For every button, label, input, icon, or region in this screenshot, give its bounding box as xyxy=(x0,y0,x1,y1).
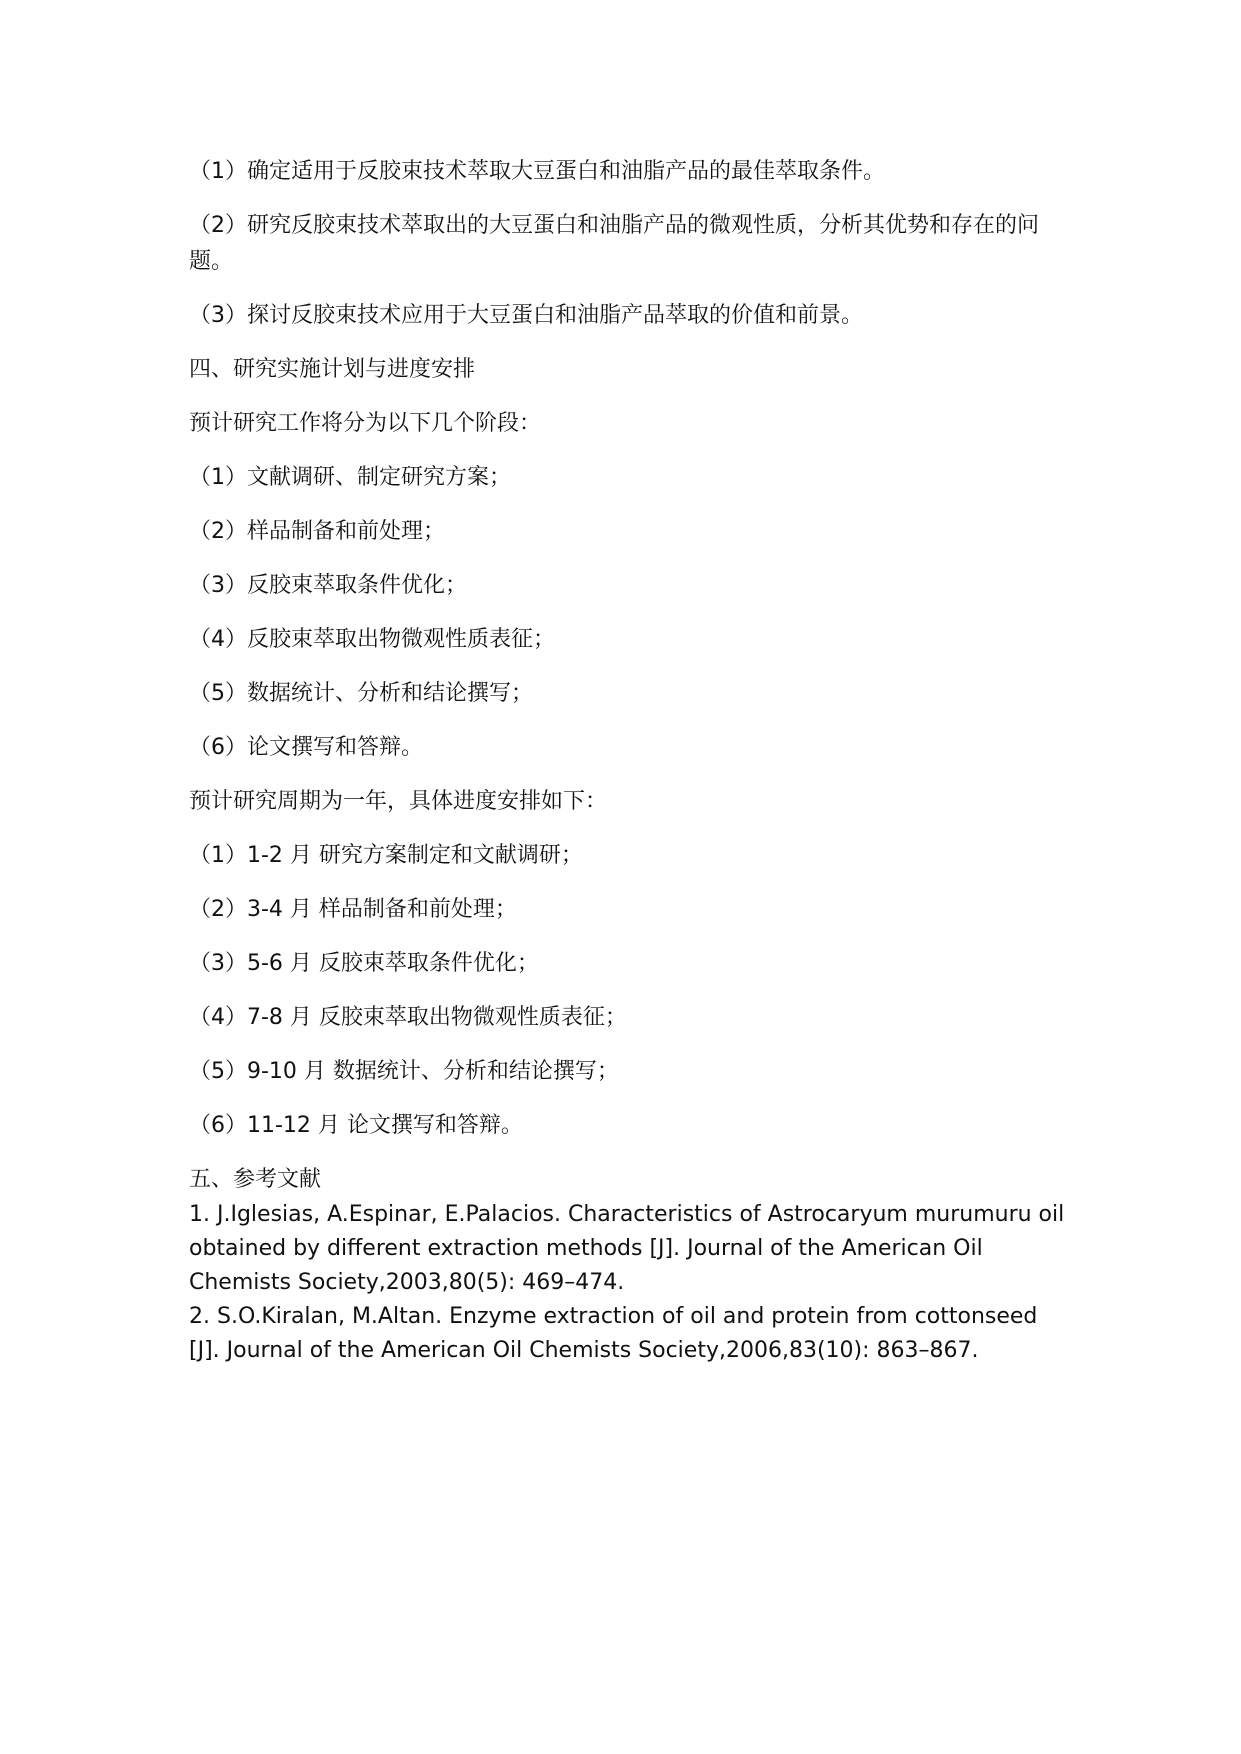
stage-item: （5）数据统计、分析和结论撰写； xyxy=(189,681,533,706)
schedule-intro: 预计研究周期为一年，具体进度安排如下： xyxy=(189,789,608,814)
stage-item: （1）文献调研、制定研究方案； xyxy=(189,465,511,490)
section-heading: 五、参考文献 xyxy=(189,1167,322,1192)
stage-item: （3）反胶束萃取条件优化； xyxy=(189,573,467,598)
document-page xyxy=(189,154,1072,1368)
schedule-item: （3）5-6 月 反胶束萃取条件优化； xyxy=(189,951,539,976)
stage-item: （2）样品制备和前处理； xyxy=(189,519,445,544)
reference-item: 1. J.Iglesias, A.Espinar, E.Palacios. Characteristics of Astrocaryum murumuru oil obtained by different extraction methods [J]. Journal of the American Oil Chemists Society,2003,80(5): 469–474. xyxy=(189,1202,1072,1295)
stage-item: （6）论文撰写和答辩。 xyxy=(189,735,423,760)
objective-item: （3）探讨反胶束技术应用于大豆蛋白和油脂产品萃取的价值和前景。 xyxy=(189,303,863,328)
schedule-item: （1）1-2 月 研究方案制定和文献调研； xyxy=(189,843,583,868)
objective-item: （1）确定适用于反胶束技术萃取大豆蛋白和油脂产品的最佳萃取条件。 xyxy=(189,159,885,184)
stages-intro: 预计研究工作将分为以下几个阶段： xyxy=(189,411,542,436)
objective-item: （2）研究反胶束技术萃取出的大豆蛋白和油脂产品的微观性质，分析其优势和存在的问题。 xyxy=(189,213,1039,274)
section-heading: 四、研究实施计划与进度安排 xyxy=(189,357,476,382)
schedule-item: （6）11-12 月 论文撰写和答辩。 xyxy=(189,1113,523,1138)
schedule-item: （4）7-8 月 反胶束萃取出物微观性质表征； xyxy=(189,1005,627,1030)
schedule-item: （5）9-10 月 数据统计、分析和结论撰写； xyxy=(189,1059,619,1084)
stage-item: （4）反胶束萃取出物微观性质表征； xyxy=(189,627,555,652)
schedule-item: （2）3-4 月 样品制备和前处理； xyxy=(189,897,517,922)
reference-item: 2. S.O.Kiralan, M.Altan. Enzyme extraction of oil and protein from cottonseed [J]. Journal of the American Oil Chemists Society,2006,83(10): 863–867. xyxy=(189,1304,1045,1363)
